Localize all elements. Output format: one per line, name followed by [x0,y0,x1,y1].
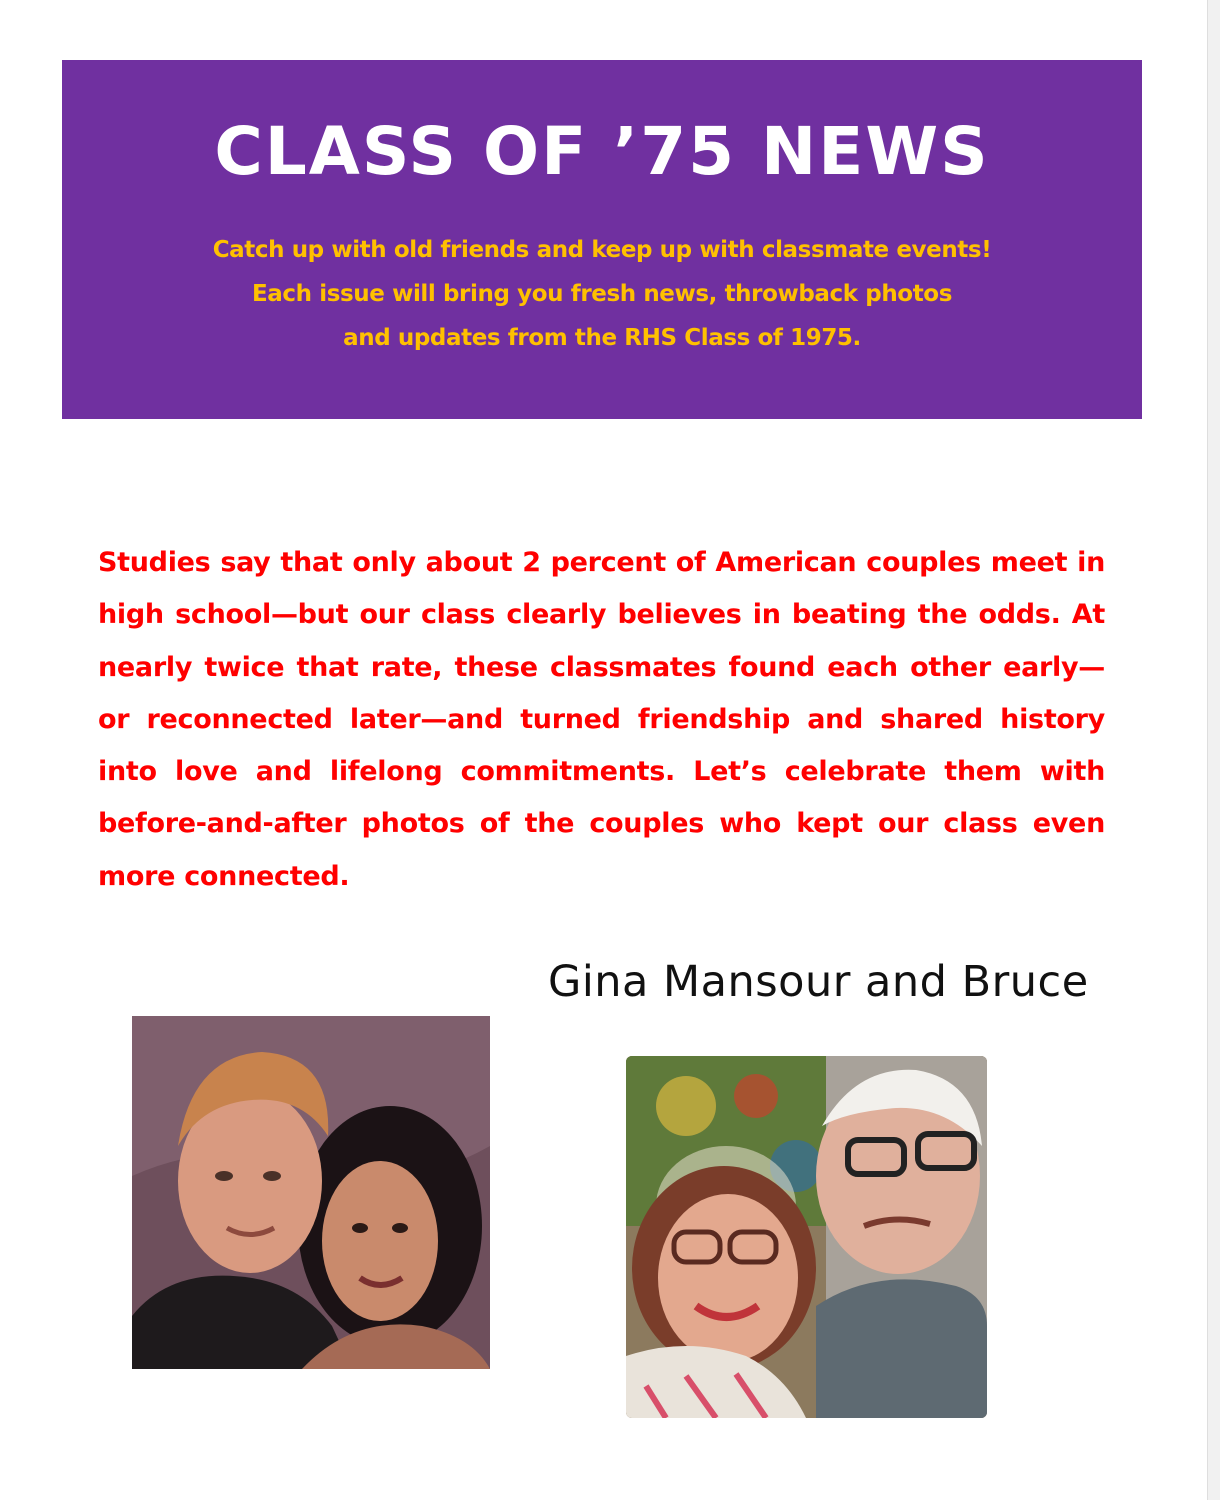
article-paragraph: Studies say that only about 2 percent of American couples meet in high school—but our class clearly believes in beating the odds. At nearly twice that rate, these classmates found each other early—or reconnected later—and turned friendship and shared history into love and lifelong commitments. Let’s celebrate them with before-and-after photos of the couples who kept our class even more connected. [98,547,1105,892]
photo-then-image [132,1016,490,1369]
couple-caption: Gina Mansour and Bruce [548,957,1089,1007]
tagline-line: Catch up with old friends and keep up with classmate events! [212,237,992,263]
couple-photo-now [626,1056,987,1418]
newsletter-tagline [62,228,1142,360]
newsletter-title: CLASS OF ’75 NEWS [214,113,990,190]
couple-photo-then [132,1016,490,1369]
photo-now-image [626,1056,987,1418]
scrollbar[interactable] [1207,0,1220,1500]
tagline-line: Each issue will bring you fresh news, throwback photos [252,281,952,307]
tagline-line: and updates from the RHS Class of 1975. [343,325,861,351]
newsletter-banner [62,60,1142,419]
